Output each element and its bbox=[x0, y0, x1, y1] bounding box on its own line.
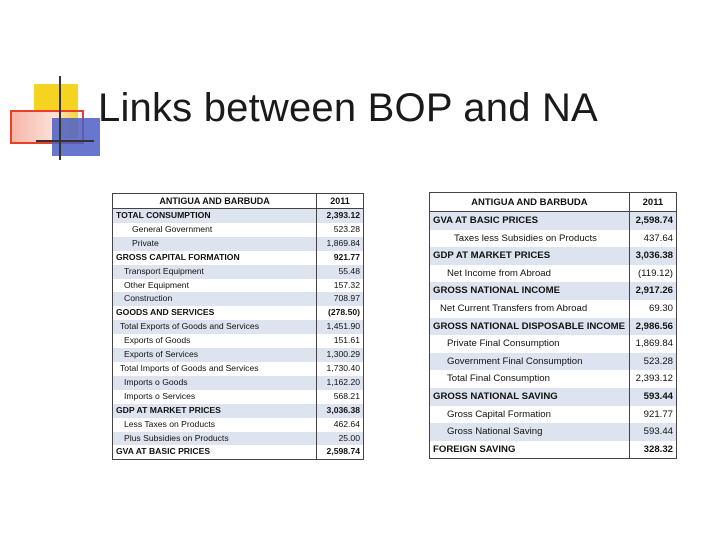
row-value: 1,869.84 bbox=[317, 237, 364, 251]
row-value: 2,393.12 bbox=[317, 209, 364, 223]
table-header-label: ANTIGUA AND BARBUDA bbox=[430, 193, 630, 212]
slide-title: Links between BOP and NA bbox=[98, 86, 598, 130]
row-label: Net Current Transfers from Abroad bbox=[430, 300, 630, 318]
row-label: Imports o Services bbox=[113, 390, 317, 404]
row-value: 1,300.29 bbox=[317, 348, 364, 362]
row-label: GROSS NATIONAL SAVING bbox=[430, 388, 630, 406]
row-label: Government Final Consumption bbox=[430, 353, 630, 371]
row-label: Gross Capital Formation bbox=[430, 406, 630, 424]
table-row bbox=[113, 334, 364, 348]
row-value: (278.50) bbox=[317, 306, 364, 320]
row-value: 1,451.90 bbox=[317, 320, 364, 334]
table-row bbox=[430, 370, 677, 388]
row-label: General Government bbox=[113, 223, 317, 237]
row-value: 1,730.40 bbox=[317, 362, 364, 376]
table-row bbox=[430, 353, 677, 371]
row-value: 2,598.74 bbox=[629, 212, 676, 230]
table-row bbox=[113, 404, 364, 418]
row-value: 55.48 bbox=[317, 265, 364, 279]
row-value: 1,162.20 bbox=[317, 376, 364, 390]
table-row bbox=[113, 418, 364, 432]
title-ornament-line bbox=[36, 140, 94, 142]
row-label: Total Final Consumption bbox=[430, 370, 630, 388]
table-row bbox=[113, 306, 364, 320]
row-value: 921.77 bbox=[317, 251, 364, 265]
row-label: Transport Equipment bbox=[113, 265, 317, 279]
table-row bbox=[430, 230, 677, 248]
row-value: 3,036.38 bbox=[317, 404, 364, 418]
row-label: Exports of Goods bbox=[113, 334, 317, 348]
table-row bbox=[113, 348, 364, 362]
title-ornament-line bbox=[59, 76, 61, 160]
row-value: 2,393.12 bbox=[629, 370, 676, 388]
row-value: 328.32 bbox=[629, 441, 676, 459]
table-row bbox=[430, 247, 677, 265]
table-row bbox=[430, 406, 677, 424]
table-row bbox=[430, 388, 677, 406]
row-label: Total Imports of Goods and Services bbox=[113, 362, 317, 376]
table-row bbox=[113, 279, 364, 293]
row-value: 708.97 bbox=[317, 292, 364, 306]
row-value: 437.64 bbox=[629, 230, 676, 248]
row-label: GVA AT BASIC PRICES bbox=[430, 212, 630, 230]
table-row bbox=[113, 362, 364, 376]
row-label: Net Income from Abroad bbox=[430, 265, 630, 283]
row-label: GROSS NATIONAL INCOME bbox=[430, 282, 630, 300]
table-row bbox=[430, 423, 677, 441]
row-label: Other Equipment bbox=[113, 279, 317, 293]
row-label: Private Final Consumption bbox=[430, 335, 630, 353]
row-value: 25.00 bbox=[317, 432, 364, 446]
row-label: TOTAL CONSUMPTION bbox=[113, 209, 317, 223]
row-label: Plus Subsidies on Products bbox=[113, 432, 317, 446]
table-row bbox=[430, 300, 677, 318]
row-value: 151.61 bbox=[317, 334, 364, 348]
row-value: 523.28 bbox=[629, 353, 676, 371]
row-label: Private bbox=[113, 237, 317, 251]
row-value: 593.44 bbox=[629, 423, 676, 441]
row-label: Taxes less Subsidies on Products bbox=[430, 230, 630, 248]
table-row bbox=[430, 265, 677, 283]
row-value: 921.77 bbox=[629, 406, 676, 424]
row-value: 2,986.56 bbox=[629, 318, 676, 336]
table-row bbox=[430, 335, 677, 353]
table-row bbox=[113, 223, 364, 237]
table-row bbox=[113, 209, 364, 223]
row-label: FOREIGN SAVING bbox=[430, 441, 630, 459]
row-label: GOODS AND SERVICES bbox=[113, 306, 317, 320]
row-value: 568.21 bbox=[317, 390, 364, 404]
row-label: GDP AT MARKET PRICES bbox=[113, 404, 317, 418]
row-label: Gross National Saving bbox=[430, 423, 630, 441]
row-label: GVA AT BASIC PRICES bbox=[113, 445, 317, 459]
row-value: (119.12) bbox=[629, 265, 676, 283]
row-value: 157.32 bbox=[317, 279, 364, 293]
table-row bbox=[430, 212, 677, 230]
row-value: 2,917.26 bbox=[629, 282, 676, 300]
table-row bbox=[113, 432, 364, 446]
table-row bbox=[430, 441, 677, 459]
table-row bbox=[113, 376, 364, 390]
table-header-year: 2011 bbox=[629, 193, 676, 212]
row-value: 69.30 bbox=[629, 300, 676, 318]
table-header-row bbox=[113, 194, 364, 209]
left-accounts-table bbox=[112, 193, 364, 460]
row-label: GROSS CAPITAL FORMATION bbox=[113, 251, 317, 265]
row-value: 2,598.74 bbox=[317, 445, 364, 459]
table-header-row bbox=[430, 193, 677, 212]
row-value: 593.44 bbox=[629, 388, 676, 406]
table-row bbox=[113, 265, 364, 279]
row-label: Total Exports of Goods and Services bbox=[113, 320, 317, 334]
row-label: Less Taxes on Products bbox=[113, 418, 317, 432]
table-header-year: 2011 bbox=[317, 194, 364, 209]
row-value: 1,869.84 bbox=[629, 335, 676, 353]
row-label: Exports of Services bbox=[113, 348, 317, 362]
table-row bbox=[430, 282, 677, 300]
row-label: Construction bbox=[113, 292, 317, 306]
row-label: GROSS NATIONAL DISPOSABLE INCOME bbox=[430, 318, 630, 336]
table-row bbox=[113, 292, 364, 306]
row-label: Imports o Goods bbox=[113, 376, 317, 390]
row-value: 462.64 bbox=[317, 418, 364, 432]
row-value: 3,036.38 bbox=[629, 247, 676, 265]
table-row bbox=[113, 237, 364, 251]
table-row bbox=[430, 318, 677, 336]
table-row bbox=[113, 251, 364, 265]
table-row bbox=[113, 445, 364, 459]
table-row bbox=[113, 320, 364, 334]
table-row bbox=[113, 390, 364, 404]
row-label: GDP AT MARKET PRICES bbox=[430, 247, 630, 265]
table-header-label: ANTIGUA AND BARBUDA bbox=[113, 194, 317, 209]
right-accounts-table bbox=[429, 192, 677, 459]
row-value: 523.28 bbox=[317, 223, 364, 237]
